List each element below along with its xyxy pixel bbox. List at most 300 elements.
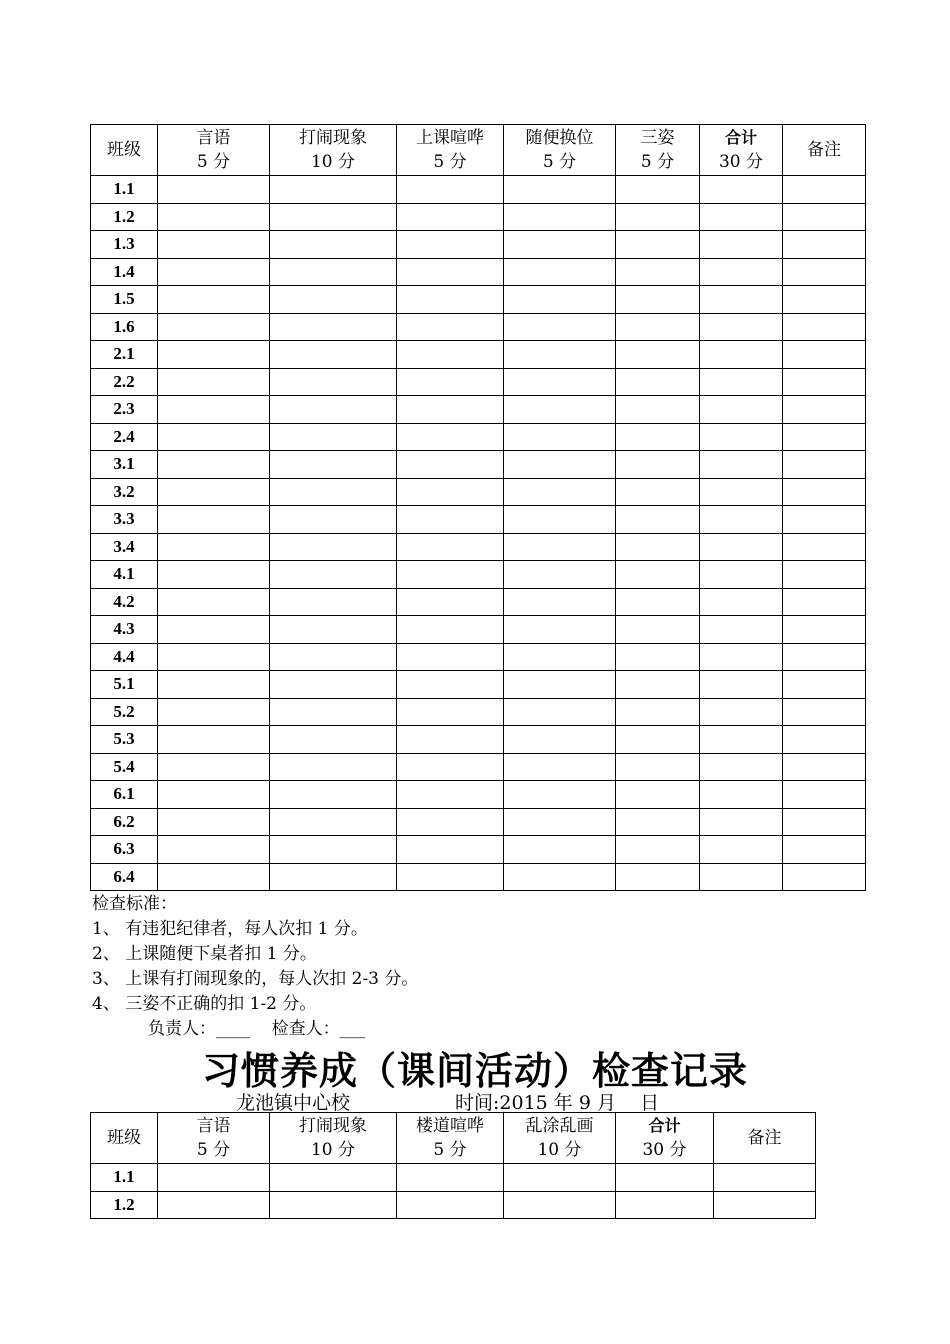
score-cell[interactable]	[616, 231, 700, 259]
score-cell[interactable]	[158, 863, 270, 891]
criteria-item: 3、 上课有打闹现象的，每人次扣 2-3 分。	[92, 969, 419, 989]
score-cell[interactable]	[270, 836, 397, 864]
score-cell[interactable]	[616, 726, 700, 754]
score-cell[interactable]	[504, 753, 616, 781]
score-cell[interactable]	[504, 836, 616, 864]
header-row	[91, 1113, 816, 1164]
score-cell[interactable]	[700, 203, 783, 231]
table-row	[91, 203, 866, 231]
column-header-label: 合计	[724, 128, 757, 147]
class-cell: 1.6	[91, 313, 158, 341]
column-header-points: 30 分	[642, 1140, 687, 1160]
score-cell[interactable]	[700, 313, 783, 341]
score-cell[interactable]	[158, 533, 270, 561]
class-cell: 1.2	[91, 203, 158, 231]
score-cell[interactable]	[616, 396, 700, 424]
score-cell[interactable]	[158, 561, 270, 589]
column-header	[783, 125, 866, 176]
score-cell[interactable]	[783, 478, 866, 506]
score-cell[interactable]	[700, 808, 783, 836]
score-cell[interactable]	[504, 231, 616, 259]
score-cell[interactable]	[158, 753, 270, 781]
score-cell[interactable]	[158, 286, 270, 314]
score-cell[interactable]	[504, 616, 616, 644]
score-cell[interactable]	[270, 863, 397, 891]
table-row	[91, 341, 866, 369]
score-cell[interactable]	[700, 753, 783, 781]
score-cell[interactable]	[270, 616, 397, 644]
score-cell[interactable]	[700, 478, 783, 506]
column-header-label: 打闹现象	[299, 128, 367, 148]
score-cell[interactable]	[270, 506, 397, 534]
score-cell[interactable]	[504, 286, 616, 314]
class-cell: 6.1	[91, 781, 158, 809]
inspection-table-1	[90, 124, 866, 891]
score-cell[interactable]	[714, 1191, 816, 1219]
score-cell[interactable]	[504, 368, 616, 396]
column-header-points: 5 分	[542, 152, 577, 172]
column-header-label: 打闹现象	[299, 1116, 367, 1136]
score-cell[interactable]	[397, 506, 504, 534]
score-cell[interactable]	[700, 423, 783, 451]
table-row	[91, 533, 866, 561]
score-cell[interactable]	[270, 478, 397, 506]
score-cell[interactable]	[700, 231, 783, 259]
score-cell[interactable]	[270, 1164, 397, 1192]
column-header	[91, 1113, 158, 1164]
column-header-points: 5 分	[433, 152, 467, 172]
class-cell: 3.3	[91, 506, 158, 534]
score-cell[interactable]	[700, 643, 783, 671]
class-cell: 2.4	[91, 423, 158, 451]
column-header-points: 5 分	[433, 1140, 467, 1160]
column-header-label: 言语	[196, 1116, 231, 1136]
score-cell[interactable]	[504, 533, 616, 561]
score-cell[interactable]	[616, 506, 700, 534]
column-header-label: 班级	[107, 140, 141, 160]
class-cell: 1.4	[91, 258, 158, 286]
table-row	[91, 1164, 816, 1192]
column-header-label: 随便换位	[525, 128, 594, 148]
score-cell[interactable]	[616, 1164, 714, 1192]
score-cell[interactable]	[504, 1191, 616, 1219]
class-cell: 5.1	[91, 671, 158, 699]
class-cell: 5.2	[91, 698, 158, 726]
score-cell[interactable]	[700, 698, 783, 726]
class-cell: 1.2	[91, 1191, 158, 1219]
table-row	[91, 478, 866, 506]
score-cell[interactable]	[616, 313, 700, 341]
table-row	[91, 176, 866, 204]
score-cell[interactable]	[158, 698, 270, 726]
table-row	[91, 286, 866, 314]
score-cell[interactable]	[270, 726, 397, 754]
score-cell[interactable]	[397, 286, 504, 314]
score-cell[interactable]	[504, 396, 616, 424]
score-cell[interactable]	[504, 671, 616, 699]
score-cell[interactable]	[270, 176, 397, 204]
score-cell[interactable]	[616, 478, 700, 506]
score-cell[interactable]	[270, 396, 397, 424]
score-cell[interactable]	[783, 753, 866, 781]
table-row	[91, 863, 866, 891]
class-cell: 1.5	[91, 286, 158, 314]
class-cell: 3.1	[91, 451, 158, 479]
column-header-label: 三姿	[640, 128, 675, 148]
score-cell[interactable]	[270, 341, 397, 369]
score-cell[interactable]	[397, 176, 504, 204]
criteria-heading: 检查标准：	[92, 894, 177, 914]
score-cell[interactable]	[158, 1191, 270, 1219]
score-cell[interactable]	[616, 781, 700, 809]
column-header	[397, 1113, 504, 1164]
table-row	[91, 836, 866, 864]
score-cell[interactable]	[616, 808, 700, 836]
score-cell[interactable]	[616, 836, 700, 864]
column-header-points: 10 分	[310, 1140, 356, 1160]
table-row	[91, 698, 866, 726]
class-cell: 4.2	[91, 588, 158, 616]
score-cell[interactable]	[270, 423, 397, 451]
score-cell[interactable]	[616, 698, 700, 726]
score-cell[interactable]	[504, 203, 616, 231]
score-cell[interactable]	[504, 588, 616, 616]
score-cell[interactable]	[783, 698, 866, 726]
score-cell[interactable]	[158, 368, 270, 396]
score-cell[interactable]	[700, 396, 783, 424]
score-cell[interactable]	[783, 726, 866, 754]
score-cell[interactable]	[616, 286, 700, 314]
score-cell[interactable]	[616, 368, 700, 396]
column-header	[616, 1113, 714, 1164]
score-cell[interactable]	[158, 1164, 270, 1192]
score-cell[interactable]	[783, 671, 866, 699]
column-header	[700, 125, 783, 176]
inspection-criteria	[92, 892, 418, 1017]
column-header-label: 班级	[107, 1128, 141, 1148]
score-cell[interactable]	[504, 478, 616, 506]
score-cell[interactable]	[700, 616, 783, 644]
score-cell[interactable]	[616, 176, 700, 204]
score-cell[interactable]	[783, 341, 866, 369]
class-cell: 1.1	[91, 176, 158, 204]
table-row	[91, 781, 866, 809]
score-cell[interactable]	[270, 368, 397, 396]
score-cell[interactable]	[397, 726, 504, 754]
score-cell[interactable]	[700, 341, 783, 369]
score-cell[interactable]	[783, 863, 866, 891]
score-cell[interactable]	[270, 286, 397, 314]
score-cell[interactable]	[700, 176, 783, 204]
table-row	[91, 726, 866, 754]
column-header-label: 上课喧哗	[416, 128, 484, 148]
score-cell[interactable]	[504, 781, 616, 809]
column-header	[714, 1113, 816, 1164]
table-row	[91, 808, 866, 836]
score-cell[interactable]	[158, 588, 270, 616]
table-row	[91, 671, 866, 699]
score-cell[interactable]	[397, 863, 504, 891]
column-header-label: 备注	[807, 140, 841, 160]
score-cell[interactable]	[397, 203, 504, 231]
score-cell[interactable]	[158, 726, 270, 754]
column-header	[270, 1113, 397, 1164]
class-cell: 6.2	[91, 808, 158, 836]
table-row	[91, 753, 866, 781]
score-cell[interactable]	[270, 561, 397, 589]
score-cell[interactable]	[397, 341, 504, 369]
score-cell[interactable]	[783, 808, 866, 836]
score-cell[interactable]	[270, 313, 397, 341]
score-cell[interactable]	[158, 781, 270, 809]
score-cell[interactable]	[158, 231, 270, 259]
score-cell[interactable]	[783, 423, 866, 451]
score-cell[interactable]	[783, 451, 866, 479]
score-cell[interactable]	[504, 506, 616, 534]
score-cell[interactable]	[158, 451, 270, 479]
score-cell[interactable]	[616, 533, 700, 561]
score-cell[interactable]	[783, 533, 866, 561]
class-cell: 2.3	[91, 396, 158, 424]
score-cell[interactable]	[504, 176, 616, 204]
column-header	[397, 125, 504, 176]
score-cell[interactable]	[616, 588, 700, 616]
score-cell[interactable]	[158, 506, 270, 534]
score-cell[interactable]	[397, 313, 504, 341]
score-cell[interactable]	[397, 258, 504, 286]
score-cell[interactable]	[700, 588, 783, 616]
score-cell[interactable]	[270, 671, 397, 699]
score-cell[interactable]	[616, 671, 700, 699]
score-cell[interactable]	[270, 1191, 397, 1219]
table-row	[91, 643, 866, 671]
column-header-points: 10 分	[537, 1140, 582, 1160]
score-cell[interactable]	[783, 781, 866, 809]
class-cell: 5.3	[91, 726, 158, 754]
score-cell[interactable]	[270, 533, 397, 561]
score-cell[interactable]	[783, 836, 866, 864]
score-cell[interactable]	[700, 726, 783, 754]
score-cell[interactable]	[397, 533, 504, 561]
score-cell[interactable]	[700, 533, 783, 561]
score-cell[interactable]	[397, 1191, 504, 1219]
score-cell[interactable]	[783, 561, 866, 589]
column-header	[616, 125, 700, 176]
score-cell[interactable]	[270, 698, 397, 726]
class-cell: 4.4	[91, 643, 158, 671]
score-cell[interactable]	[700, 561, 783, 589]
score-cell[interactable]	[616, 423, 700, 451]
table-row	[91, 423, 866, 451]
score-cell[interactable]	[158, 203, 270, 231]
score-cell[interactable]	[616, 203, 700, 231]
score-cell[interactable]	[158, 258, 270, 286]
score-cell[interactable]	[783, 588, 866, 616]
table-row	[91, 616, 866, 644]
class-cell: 1.1	[91, 1164, 158, 1192]
score-cell[interactable]	[783, 616, 866, 644]
score-cell[interactable]	[158, 616, 270, 644]
score-cell[interactable]	[158, 423, 270, 451]
class-cell: 2.2	[91, 368, 158, 396]
criteria-item: 4、 三姿不正确的扣 1-2 分。	[92, 994, 317, 1014]
score-cell[interactable]	[270, 588, 397, 616]
score-cell[interactable]	[397, 808, 504, 836]
score-cell[interactable]	[504, 341, 616, 369]
class-cell: 3.4	[91, 533, 158, 561]
class-cell: 1.3	[91, 231, 158, 259]
score-cell[interactable]	[504, 313, 616, 341]
score-cell[interactable]	[270, 258, 397, 286]
score-cell[interactable]	[700, 506, 783, 534]
score-cell[interactable]	[700, 451, 783, 479]
score-cell[interactable]	[783, 506, 866, 534]
score-cell[interactable]	[616, 451, 700, 479]
score-cell[interactable]	[616, 258, 700, 286]
signature-line: 负责人：____ 检查人：___	[148, 1019, 366, 1039]
class-cell: 6.4	[91, 863, 158, 891]
column-header	[91, 125, 158, 176]
score-cell[interactable]	[270, 753, 397, 781]
score-cell[interactable]	[616, 1191, 714, 1219]
score-cell[interactable]	[504, 808, 616, 836]
score-cell[interactable]	[783, 643, 866, 671]
score-cell[interactable]	[270, 231, 397, 259]
score-cell[interactable]	[700, 286, 783, 314]
score-cell[interactable]	[270, 203, 397, 231]
class-cell: 2.1	[91, 341, 158, 369]
column-header	[158, 125, 270, 176]
criteria-item: 1、 有违犯纪律者，每人次扣 1 分。	[92, 919, 368, 939]
score-cell[interactable]	[616, 643, 700, 671]
score-cell[interactable]	[616, 863, 700, 891]
score-cell[interactable]	[700, 368, 783, 396]
score-cell[interactable]	[783, 313, 866, 341]
table-row	[91, 588, 866, 616]
school-name: 龙池镇中心校	[236, 1092, 351, 1114]
column-header-label: 合计	[648, 1116, 681, 1135]
score-cell[interactable]	[158, 341, 270, 369]
table-row	[91, 561, 866, 589]
class-cell: 5.4	[91, 753, 158, 781]
column-header-label: 乱涂乱画	[525, 1116, 594, 1136]
score-cell[interactable]	[158, 671, 270, 699]
score-cell[interactable]	[397, 423, 504, 451]
score-cell[interactable]	[397, 368, 504, 396]
score-cell[interactable]	[270, 643, 397, 671]
score-cell[interactable]	[504, 423, 616, 451]
score-cell[interactable]	[397, 231, 504, 259]
score-cell[interactable]	[700, 836, 783, 864]
score-cell[interactable]	[700, 863, 783, 891]
score-cell[interactable]	[783, 396, 866, 424]
column-header-label: 楼道喧哗	[416, 1116, 484, 1136]
column-header-label: 言语	[196, 128, 231, 148]
score-cell[interactable]	[158, 808, 270, 836]
score-cell[interactable]	[504, 698, 616, 726]
score-cell[interactable]	[783, 176, 866, 204]
score-cell[interactable]	[397, 1164, 504, 1192]
column-header	[504, 125, 616, 176]
score-cell[interactable]	[397, 753, 504, 781]
class-cell: 4.3	[91, 616, 158, 644]
score-cell[interactable]	[700, 671, 783, 699]
score-cell[interactable]	[714, 1164, 816, 1192]
score-cell[interactable]	[504, 726, 616, 754]
table-row	[91, 231, 866, 259]
score-cell[interactable]	[158, 836, 270, 864]
table-row	[91, 506, 866, 534]
column-header-points: 5 分	[640, 152, 675, 172]
score-cell[interactable]	[270, 451, 397, 479]
column-header-points: 10 分	[310, 152, 356, 172]
score-cell[interactable]	[504, 1164, 616, 1192]
column-header-points: 30 分	[718, 152, 764, 172]
score-cell[interactable]	[504, 643, 616, 671]
table-row	[91, 396, 866, 424]
score-cell[interactable]	[397, 698, 504, 726]
score-cell[interactable]	[158, 396, 270, 424]
score-cell[interactable]	[397, 478, 504, 506]
score-cell[interactable]	[700, 258, 783, 286]
class-cell: 6.3	[91, 836, 158, 864]
score-cell[interactable]	[158, 478, 270, 506]
column-header	[158, 1113, 270, 1164]
score-cell[interactable]	[783, 258, 866, 286]
score-cell[interactable]	[616, 753, 700, 781]
criteria-item: 2、 上课随便下桌者扣 1 分。	[92, 944, 317, 964]
score-cell[interactable]	[397, 396, 504, 424]
class-cell: 3.2	[91, 478, 158, 506]
score-cell[interactable]	[504, 561, 616, 589]
score-cell[interactable]	[616, 341, 700, 369]
score-cell[interactable]	[397, 836, 504, 864]
score-cell[interactable]	[783, 231, 866, 259]
score-cell[interactable]	[270, 808, 397, 836]
score-cell[interactable]	[504, 451, 616, 479]
table-row	[91, 1191, 816, 1219]
score-cell[interactable]	[158, 313, 270, 341]
score-cell[interactable]	[504, 863, 616, 891]
score-cell[interactable]	[397, 781, 504, 809]
score-cell[interactable]	[616, 616, 700, 644]
score-cell[interactable]	[270, 781, 397, 809]
score-cell[interactable]	[158, 176, 270, 204]
table-row	[91, 368, 866, 396]
score-cell[interactable]	[397, 671, 504, 699]
table-row	[91, 258, 866, 286]
score-cell[interactable]	[616, 561, 700, 589]
score-cell[interactable]	[397, 588, 504, 616]
score-cell[interactable]	[783, 286, 866, 314]
score-cell[interactable]	[158, 643, 270, 671]
score-cell[interactable]	[700, 781, 783, 809]
form-title: 习惯养成（课间活动）检查记录	[201, 1048, 748, 1093]
score-cell[interactable]	[397, 643, 504, 671]
score-cell[interactable]	[783, 203, 866, 231]
column-header-points: 5 分	[196, 1140, 231, 1160]
score-cell[interactable]	[397, 561, 504, 589]
column-header-points: 5 分	[196, 152, 231, 172]
score-cell[interactable]	[397, 451, 504, 479]
score-cell[interactable]	[504, 258, 616, 286]
score-cell[interactable]	[397, 616, 504, 644]
column-header	[504, 1113, 616, 1164]
inspection-table-2	[90, 1112, 816, 1219]
score-cell[interactable]	[783, 368, 866, 396]
column-header	[270, 125, 397, 176]
column-header-label: 备注	[747, 1128, 782, 1148]
